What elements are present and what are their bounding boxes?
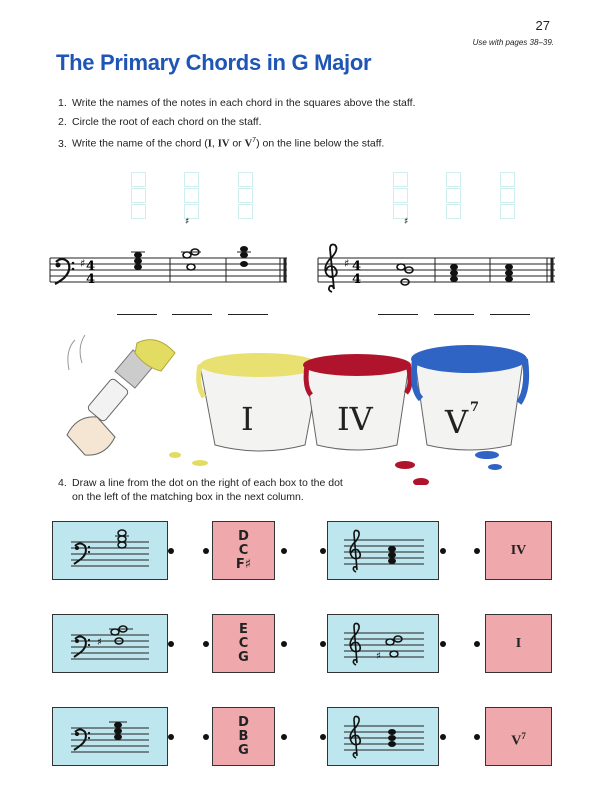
time-signature-top: 4 <box>352 259 362 274</box>
answer-line[interactable] <box>117 314 157 315</box>
superscript-7: 7 <box>252 137 257 144</box>
chord-box-bass-1[interactable] <box>52 521 168 580</box>
treble-staff-chord <box>328 615 438 672</box>
note-head <box>450 276 458 282</box>
note-letters-box-2[interactable] <box>212 614 275 673</box>
note-letter: G <box>238 743 249 758</box>
treble-staff-chord <box>328 522 438 579</box>
chord-box-bass-3[interactable] <box>52 707 168 766</box>
answer-line[interactable] <box>490 314 530 315</box>
note-letter: F♯ <box>235 557 252 572</box>
match-dot[interactable] <box>281 548 287 554</box>
note-head <box>134 258 142 264</box>
match-dot[interactable] <box>440 548 446 554</box>
note-head <box>450 264 458 270</box>
time-signature-bottom: 4 <box>86 272 96 287</box>
match-dot[interactable] <box>281 641 287 647</box>
paint-bucket-V7 <box>411 345 527 450</box>
instruction-number: 2. <box>58 116 67 128</box>
treble-staff-chord <box>328 708 438 765</box>
separator: , <box>211 137 218 150</box>
note-head <box>240 246 248 252</box>
page-number: 27 <box>535 18 550 33</box>
match-dot[interactable] <box>320 641 326 647</box>
music-staves <box>0 0 602 300</box>
note-letter: B <box>238 729 249 744</box>
instruction-text: on the left of the matching box in the next column. <box>72 491 304 503</box>
key-signature-sharp: ♯ <box>80 257 86 270</box>
instruction-text: Draw a line from the dot on the right of each box to the dot <box>72 477 343 489</box>
note-letter: C <box>238 636 249 651</box>
match-dot[interactable] <box>440 734 446 740</box>
note-head <box>134 264 142 270</box>
chord-name-box-2[interactable] <box>485 614 552 673</box>
note-head <box>505 270 513 276</box>
chord-name-box-1[interactable] <box>485 521 552 580</box>
match-dot[interactable] <box>474 548 480 554</box>
bass-clef-icon <box>55 259 74 284</box>
accidental-sharp: ♯ <box>97 637 102 648</box>
paint-illustration <box>55 325 555 485</box>
bass-staff-chord <box>53 708 167 765</box>
treble-clef-icon <box>350 530 360 572</box>
chord-label-I: I <box>207 138 212 150</box>
chord-superscript: 7 <box>521 731 526 741</box>
bass-staff-chord <box>53 522 167 579</box>
instruction-number: 1. <box>58 97 67 109</box>
note-head <box>505 276 513 282</box>
bass-staff-chord <box>53 615 167 672</box>
chord-box-treble-2[interactable] <box>327 614 439 673</box>
note-head <box>397 264 405 270</box>
match-dot[interactable] <box>474 734 480 740</box>
match-dot[interactable] <box>281 734 287 740</box>
chord-name: IV <box>510 543 527 558</box>
match-dot[interactable] <box>320 548 326 554</box>
instruction-4-cont <box>72 490 304 504</box>
time-signature-top: 4 <box>86 259 96 274</box>
answer-line[interactable] <box>378 314 418 315</box>
instruction-number: 4. <box>58 477 67 489</box>
answer-line[interactable] <box>434 314 474 315</box>
match-dot[interactable] <box>168 734 174 740</box>
note-letter: D <box>238 529 249 544</box>
note-letter: G <box>238 650 249 665</box>
instruction-text-b: ) on the line below the staff. <box>256 137 385 150</box>
answer-line[interactable] <box>228 314 268 315</box>
bucket-label-7: 7 <box>470 400 480 415</box>
note-head <box>187 264 195 270</box>
note-head <box>240 261 248 267</box>
instruction-text: Circle the root of each chord on the staff. <box>72 116 262 128</box>
note-head <box>134 252 142 258</box>
answer-line[interactable] <box>172 314 212 315</box>
paint-bucket-IV <box>303 354 411 450</box>
use-with-note: Use with pages 38–39. <box>472 38 554 47</box>
instruction-4 <box>58 476 343 490</box>
paint-bucket-I <box>199 353 320 451</box>
note-head <box>450 270 458 276</box>
match-dot[interactable] <box>168 641 174 647</box>
chord-name: I <box>515 636 522 651</box>
treble-clef-icon <box>350 623 360 665</box>
chord-label-V7: V <box>244 138 253 150</box>
chord-name: V <box>511 733 522 749</box>
accidental-sharp: ♯ <box>185 217 190 227</box>
instruction-number: 3. <box>58 137 67 150</box>
bucket-label-IV: IV <box>337 400 373 438</box>
time-signature-bottom: 4 <box>352 272 362 287</box>
key-signature-sharp: ♯ <box>344 257 350 270</box>
treble-clef-icon <box>325 245 337 293</box>
note-head <box>240 252 248 258</box>
paintbrush-icon <box>67 340 175 456</box>
page-title: The Primary Chords in G Major <box>56 50 372 75</box>
accidental-sharp: ♯ <box>376 651 381 662</box>
note-head <box>505 264 513 270</box>
match-dot[interactable] <box>440 641 446 647</box>
note-letter: E <box>239 622 248 637</box>
note-head <box>183 252 191 258</box>
match-dot[interactable] <box>168 548 174 554</box>
match-dot[interactable] <box>320 734 326 740</box>
chord-box-treble-1[interactable] <box>327 521 439 580</box>
chord-label-IV: IV <box>217 138 230 150</box>
instruction-text-a: Write the name of the chord ( <box>72 137 208 150</box>
chord-box-treble-3[interactable] <box>327 707 439 766</box>
match-dot[interactable] <box>203 641 209 647</box>
note-letter: C <box>238 543 249 558</box>
bucket-label-V: V <box>445 403 469 441</box>
note-letters-box-3[interactable] <box>212 707 275 766</box>
match-dot[interactable] <box>203 734 209 740</box>
separator: or <box>229 137 245 150</box>
note-letters-box-1[interactable] <box>212 521 275 580</box>
match-dot[interactable] <box>203 548 209 554</box>
instruction-text: Write the names of the notes in each chord in the squares above the staff. <box>72 97 416 109</box>
chord-box-bass-2[interactable] <box>52 614 168 673</box>
match-dot[interactable] <box>474 641 480 647</box>
treble-clef-icon <box>350 716 360 758</box>
chord-name-box-3[interactable] <box>485 707 552 766</box>
bucket-label-I: I <box>241 400 254 438</box>
note-letter: D <box>238 715 249 730</box>
accidental-sharp: ♯ <box>404 217 409 227</box>
